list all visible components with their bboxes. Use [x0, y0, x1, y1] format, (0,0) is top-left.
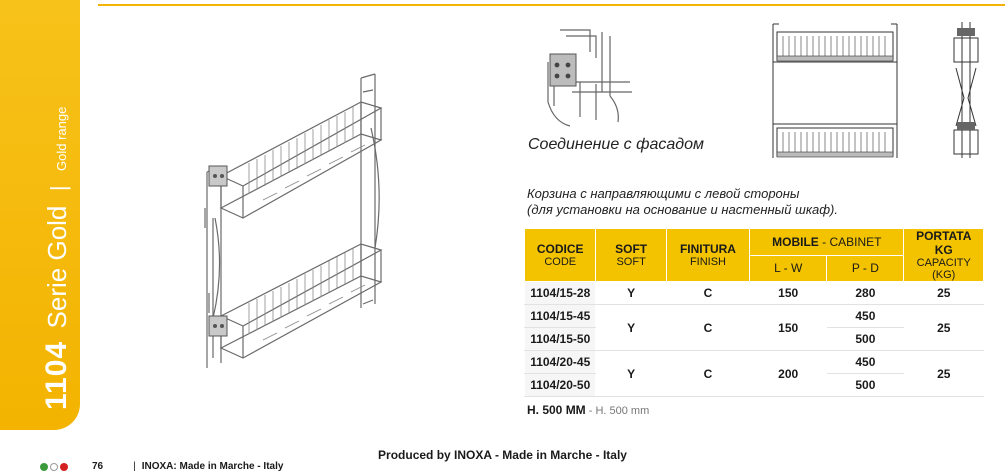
table-row	[525, 305, 984, 328]
row-capacity: 25	[904, 351, 984, 397]
product-description	[527, 186, 838, 218]
side-view-drawing	[940, 18, 985, 163]
row-lw: 150	[750, 305, 827, 351]
row-pd: 500	[827, 374, 904, 397]
row-lw: 200	[750, 351, 827, 397]
row-pd: 450	[827, 351, 904, 374]
row-finish: C	[666, 305, 749, 351]
header-lw: L - W	[750, 255, 827, 282]
header-portata: PORTATA KG CAPACITY (KG)	[904, 229, 984, 282]
row-pd: 500	[827, 328, 904, 351]
row-code: 1104/15-45	[525, 305, 596, 328]
row-finish: C	[666, 282, 749, 305]
top-rule	[98, 4, 1005, 6]
red-dot-icon	[60, 463, 68, 471]
series-side-tab	[0, 0, 80, 430]
page-number: 76	[92, 461, 104, 472]
height-note-sep: -	[585, 405, 596, 417]
header-mobile: MOBILE - CABINET	[750, 229, 904, 256]
height-note	[527, 403, 649, 417]
row-code: 1104/20-45	[525, 351, 596, 374]
white-dot-icon	[50, 463, 58, 471]
height-note-main: H. 500 MM	[527, 403, 586, 417]
table-row	[525, 282, 984, 305]
series-side-label	[40, 107, 74, 410]
series-range: Gold range	[54, 106, 69, 171]
spec-table	[524, 228, 984, 397]
row-capacity: 25	[904, 305, 984, 351]
row-capacity: 25	[904, 282, 984, 305]
row-finish: C	[666, 351, 749, 397]
row-code: 1104/15-50	[525, 328, 596, 351]
green-dot-icon	[40, 463, 48, 471]
series-code: 1104	[40, 340, 73, 410]
row-soft: Y	[596, 351, 666, 397]
row-soft: Y	[596, 305, 666, 351]
header-finitura: FINITURA FINISH	[666, 229, 749, 282]
front-view-drawing	[765, 18, 905, 163]
front-connection-caption: Соединение с фасадом	[528, 136, 704, 153]
footer-brand: INOXA: Made in Marche - Italy	[141, 461, 284, 472]
footer-separator: |	[133, 461, 136, 472]
header-pd: P - D	[827, 255, 904, 282]
row-code: 1104/15-28	[525, 282, 596, 305]
description-line-2: (для установки на основание и настенный шкаф).	[527, 202, 838, 217]
description-line-1: Корзина с направляющими с левой стороны	[527, 186, 800, 201]
series-separator: |	[46, 185, 71, 192]
series-name: Serie Gold	[42, 205, 72, 329]
row-pd: 450	[827, 305, 904, 328]
row-code: 1104/20-50	[525, 374, 596, 397]
header-codice: CODICE CODE	[525, 229, 596, 282]
header-soft: SOFT SOFT	[596, 229, 666, 282]
row-soft: Y	[596, 282, 666, 305]
row-pd: 280	[827, 282, 904, 305]
height-note-sub: H. 500 mm	[595, 405, 650, 417]
row-lw: 150	[750, 282, 827, 305]
basket-product-image	[185, 68, 400, 373]
table-row	[525, 351, 984, 374]
footer-produced-by: Produced by INOXA - Made in Marche - Italy	[378, 448, 627, 462]
footer-left	[40, 461, 283, 472]
front-connection-detail-image	[540, 22, 635, 132]
